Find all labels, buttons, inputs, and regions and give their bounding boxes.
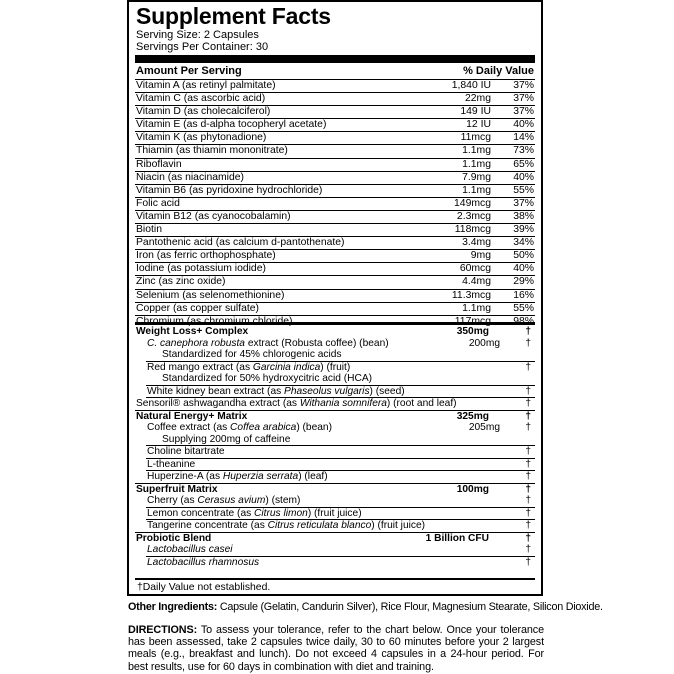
nutrient-daily-value: 37% xyxy=(513,106,534,118)
daily-value-footnote: †Daily Value not established. xyxy=(137,582,271,593)
nutrient-daily-value: 37% xyxy=(513,197,534,209)
nutrient-name: Folic acid xyxy=(136,197,180,209)
serving-size: Serving Size: 2 Capsules xyxy=(136,29,259,41)
dagger-mark: † xyxy=(525,544,531,555)
nutrient-row xyxy=(135,276,535,289)
nutrient-name: Vitamin A (as retinyl palmitate) xyxy=(136,80,276,91)
ingredient-row xyxy=(146,508,535,521)
nutrient-row xyxy=(135,159,535,172)
nutrient-amount: 22mg xyxy=(465,93,491,105)
nutrient-amount: 2.3mcg xyxy=(456,210,491,222)
blend-row-weight-loss xyxy=(135,326,535,338)
amount-per-serving-label: Amount Per Serving xyxy=(136,65,242,77)
dagger-mark: † xyxy=(525,556,531,568)
nutrient-name: Thiamin (as thiamin mononitrate) xyxy=(136,145,288,157)
blend-name: Superfruit Matrix xyxy=(136,483,218,495)
thick-divider xyxy=(135,55,535,63)
dagger-mark: † xyxy=(525,507,531,519)
nutrient-daily-value: 37% xyxy=(513,93,534,105)
nutrient-name: Pantothenic acid (as calcium d-pantothenate) xyxy=(136,237,345,249)
other-ingredients-text: Capsule (Gelatin, Candurin Silver), Rice Flour, Magnesium Stearate, Silicon Dioxide. xyxy=(217,601,603,613)
nutrient-row xyxy=(135,198,535,211)
nutrient-daily-value: 34% xyxy=(513,237,534,249)
standardized-note: Standardized for 50% hydroxycitric acid (HCA) xyxy=(162,373,373,384)
directions xyxy=(128,624,544,673)
ingredient-row xyxy=(146,446,535,459)
nutrient-row xyxy=(135,290,535,303)
nutrient-daily-value: 38% xyxy=(513,210,534,222)
nutrient-name: Iron (as ferric orthophosphate) xyxy=(136,250,276,262)
nutrient-daily-value: 40% xyxy=(513,171,534,183)
ingredient-name: C. canephora robusta extract (Robusta coffee) (bean) xyxy=(147,337,389,349)
nutrient-amount: 7.9mg xyxy=(462,171,491,183)
dagger-mark: † xyxy=(525,520,531,531)
nutrient-row xyxy=(135,172,535,185)
nutrient-table xyxy=(135,79,535,328)
nutrient-daily-value: 55% xyxy=(513,302,534,314)
ingredient-row xyxy=(146,459,535,472)
nutrient-daily-value: 16% xyxy=(513,289,534,301)
nutrient-daily-value: 37% xyxy=(513,80,534,91)
nutrient-amount: 1.1mg xyxy=(462,145,491,157)
nutrient-row xyxy=(135,303,535,316)
caffeine-note: Supplying 200mg of caffeine xyxy=(162,433,291,445)
ingredient-name: Coffee extract (as Coffea arabica) (bean) xyxy=(147,422,332,433)
nutrient-row xyxy=(135,250,535,263)
dagger-mark: † xyxy=(525,326,531,337)
ingredient-row xyxy=(146,362,535,374)
nutrient-daily-value: 50% xyxy=(513,250,534,262)
ingredient-standardized-row xyxy=(146,349,535,362)
ingredient-name: L-theanine xyxy=(147,458,196,470)
nutrient-name: Riboflavin xyxy=(136,158,182,170)
ingredient-amount: 205mg xyxy=(468,422,500,433)
nutrient-amount: 11mcg xyxy=(460,132,491,144)
nutrient-amount: 149mcg xyxy=(454,197,491,209)
nutrient-row xyxy=(135,106,535,119)
nutrient-amount: 1.1mg xyxy=(462,184,491,196)
other-ingredients xyxy=(128,601,603,613)
nutrient-daily-value: 29% xyxy=(513,276,534,288)
nutrient-amount: 12 IU xyxy=(466,119,491,131)
nutrient-amount: 60mcg xyxy=(459,263,491,275)
nutrient-daily-value: 39% xyxy=(513,224,534,236)
nutrient-name: Vitamin C (as ascorbic acid) xyxy=(136,93,266,105)
nutrient-row xyxy=(135,80,535,93)
nutrient-name: Selenium (as selenomethionine) xyxy=(136,289,285,301)
dagger-mark: † xyxy=(525,410,531,422)
dagger-mark: † xyxy=(525,337,531,349)
nutrient-name: Vitamin E (as d-alpha tocopheryl acetate) xyxy=(136,119,327,131)
blend-amount: 325mg xyxy=(456,410,489,422)
nutrient-name: Vitamin D (as cholecalciferol) xyxy=(136,106,271,118)
ingredient-row xyxy=(146,495,535,508)
nutrient-amount: 3.4mg xyxy=(462,237,491,249)
ingredient-sub-row xyxy=(146,434,535,447)
nutrient-row xyxy=(135,185,535,198)
blend-row-probiotic xyxy=(135,532,535,545)
servings-per-container: Servings Per Container: 30 xyxy=(136,41,269,53)
blend-name: Weight Loss+ Complex xyxy=(136,326,249,337)
ingredient-name: Lemon concentrate (as Citrus limon) (fruit juice) xyxy=(147,507,362,519)
footer-divider xyxy=(135,578,535,580)
other-ingredients-label: Other Ingredients: xyxy=(128,601,218,613)
nutrient-row xyxy=(135,237,535,250)
nutrient-amount: 149 IU xyxy=(460,106,491,118)
ingredient-name: White kidney bean extract (as Phaseolus vulgaris) (seed) xyxy=(147,385,405,397)
nutrient-name: Biotin xyxy=(136,224,162,236)
nutrient-amount: 11.3mcg xyxy=(451,289,491,301)
nutrient-name: Vitamin B12 (as cyanocobalamin) xyxy=(136,210,291,222)
nutrient-daily-value: 65% xyxy=(513,158,534,170)
nutrient-amount: 1,840 IU xyxy=(451,80,491,91)
nutrient-name: Copper (as copper sulfate) xyxy=(136,302,260,314)
blend-row-energy xyxy=(135,410,535,423)
nutrient-amount: 4.4mg xyxy=(462,276,491,288)
daily-value-label: % Daily Value xyxy=(463,65,534,77)
medium-divider xyxy=(135,322,535,325)
ingredient-row xyxy=(146,422,535,434)
nutrient-name: Niacin (as niacinamide) xyxy=(136,171,244,183)
blend-amount: 100mg xyxy=(456,483,489,495)
ingredient-name: Lactobacillus rhamnosus xyxy=(147,556,260,568)
dagger-mark: † xyxy=(525,422,531,433)
blend-row-superfruit xyxy=(135,483,535,496)
directions-text: To assess your tolerance, refer to the chart below. Once your tolerance has been assessed, take 2 capsules twice daily, 30 to 60 minutes before your 2 largest meals (e.g., breakfast and lunch). Do not exceed 4 capsules in a 24-hour period. For best results, use for 60 days in combination with diet and training. xyxy=(128,624,544,673)
dagger-mark: † xyxy=(525,532,531,544)
ingredient-row xyxy=(135,398,535,410)
dagger-mark: † xyxy=(525,446,531,457)
blend-amount: 1 Billion CFU xyxy=(425,532,489,544)
nutrient-daily-value: 40% xyxy=(513,263,534,275)
ingredient-name: Huperzine-A (as Huperzia serrata) (leaf) xyxy=(147,471,328,482)
dagger-mark: † xyxy=(525,495,531,506)
nutrient-row xyxy=(135,263,535,276)
blend-amount: 350mg xyxy=(456,326,489,337)
nutrient-amount: 1.1mg xyxy=(462,302,491,314)
nutrient-name: Zinc (as zinc oxide) xyxy=(136,276,226,288)
nutrient-row xyxy=(135,224,535,237)
ingredient-standardized-row xyxy=(146,373,535,386)
ingredient-name: Cherry (as Cerasus avium) (stem) xyxy=(147,495,301,506)
standardized-note: Standardized for 45% chlorogenic acids xyxy=(162,349,342,360)
dagger-mark: † xyxy=(525,458,531,470)
nutrient-daily-value: 55% xyxy=(513,184,534,196)
ingredient-amount: 200mg xyxy=(468,337,500,349)
ingredient-row xyxy=(146,338,535,350)
ingredient-name: Lactobacillus casei xyxy=(147,544,233,555)
ingredient-name: Tangerine concentrate (as Citrus reticulata blanco) (fruit juice) xyxy=(147,520,426,531)
nutrient-row xyxy=(135,145,535,158)
nutrient-name: Vitamin B6 (as pyridoxine hydrochloride) xyxy=(136,184,323,196)
nutrient-row xyxy=(135,93,535,106)
nutrient-amount: 9mg xyxy=(470,250,491,262)
column-header xyxy=(136,64,534,78)
nutrient-daily-value: 73% xyxy=(513,145,534,157)
ingredient-name: Sensoril® ashwagandha extract (as Withania somnifera) (root and leaf) xyxy=(136,398,457,409)
nutrient-row xyxy=(135,211,535,224)
blends-section xyxy=(135,326,535,568)
dagger-mark: † xyxy=(525,385,531,397)
blend-name: Probiotic Blend xyxy=(136,532,212,544)
ingredient-name: Choline bitartrate xyxy=(147,446,225,457)
panel-title: Supplement Facts xyxy=(136,3,331,29)
ingredient-row xyxy=(146,544,535,557)
ingredient-row xyxy=(146,520,535,532)
dagger-mark: † xyxy=(525,471,531,482)
nutrient-row xyxy=(135,119,535,132)
nutrient-amount: 118mcg xyxy=(454,224,491,236)
nutrient-name: Vitamin K (as phytonadione) xyxy=(136,132,267,144)
nutrient-daily-value: 40% xyxy=(513,119,534,131)
directions-label: DIRECTIONS: xyxy=(128,624,198,636)
nutrient-row xyxy=(135,132,535,145)
nutrient-amount: 1.1mg xyxy=(462,158,491,170)
ingredient-name: Red mango extract (as Garcinia indica) (fruit) xyxy=(147,361,351,373)
blend-name: Natural Energy+ Matrix xyxy=(136,410,248,422)
dagger-mark: † xyxy=(525,483,531,495)
dagger-mark: † xyxy=(525,361,531,373)
nutrient-name: Iodine (as potassium iodide) xyxy=(136,263,266,275)
ingredient-row xyxy=(146,471,535,483)
dagger-mark: † xyxy=(525,398,531,409)
nutrient-daily-value: 14% xyxy=(513,132,534,144)
supplement-facts-panel xyxy=(127,0,543,596)
ingredient-row xyxy=(146,557,535,569)
ingredient-row xyxy=(146,386,535,399)
